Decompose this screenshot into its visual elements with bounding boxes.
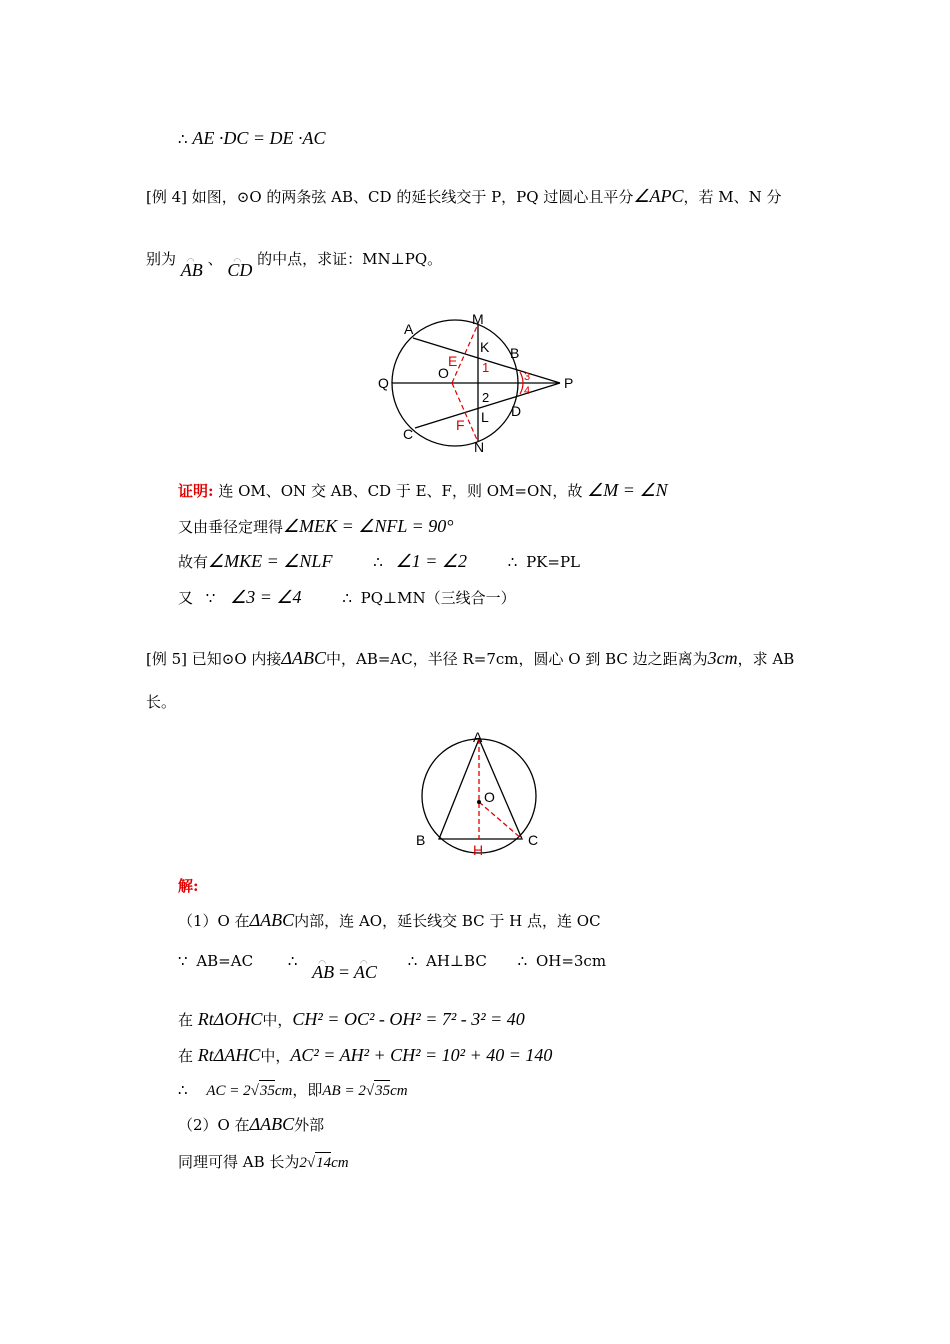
- label-N: N: [474, 439, 485, 455]
- circle-chords-figure: [370, 308, 590, 458]
- label-A: A: [473, 729, 483, 745]
- proof-text-1: 连 OM、ON 交 AB、CD 于 E、F，则 OM=ON，故: [218, 482, 583, 500]
- ab-prefix: AB = 2: [322, 1083, 366, 1099]
- triangle-abc: ΔABC: [281, 648, 326, 668]
- label-Q: Q: [378, 375, 389, 391]
- proof-text-2: 又由垂径定理得: [178, 518, 284, 536]
- label-E: E: [448, 353, 458, 369]
- proof-math-5: ∠3 = ∠4: [230, 587, 302, 607]
- solution-triangle-1: ΔABC: [249, 910, 295, 930]
- label-L: L: [481, 409, 489, 425]
- solution-line-1: [178, 910, 601, 931]
- label-P: P: [564, 375, 574, 391]
- solution-equation-1: CH² = OC² - OH² = 7² - 3² = 40: [292, 1009, 525, 1029]
- distance-value: 3cm: [707, 648, 738, 668]
- solution-equation-2: AC² = AH² + CH² = 10² + 40 = 140: [290, 1045, 553, 1065]
- angle-apc: ∠APC: [633, 186, 684, 206]
- final-unit: cm: [331, 1155, 349, 1171]
- proof-label: 证明:: [178, 482, 214, 500]
- solution-label: 解:: [178, 877, 199, 895]
- solution-line-6: [178, 1114, 324, 1135]
- example-5-text-a: [例 5] 已知⊙O 内接: [146, 650, 282, 668]
- label-O: O: [484, 789, 495, 805]
- solution-text-8: 在: [178, 1047, 194, 1065]
- therefore-6: ∴: [517, 952, 528, 970]
- solution-line-4: [178, 1045, 552, 1066]
- therefore-line: [178, 128, 325, 149]
- arc-ab: ◠ AB: [181, 260, 203, 280]
- proof-line-4: [178, 587, 516, 608]
- proof-math-3: ∠MKE = ∠NLF: [208, 551, 333, 571]
- solution-text-5: OH=3cm: [535, 952, 607, 970]
- solution-text-7: 中，: [262, 1011, 293, 1029]
- ac-unit: cm: [274, 1083, 293, 1099]
- ab-radicand: 35: [374, 1080, 390, 1101]
- label-D: D: [511, 403, 522, 419]
- therefore-1: ∴: [373, 553, 383, 571]
- solution-line-3: [178, 1009, 525, 1030]
- solution-rt-triangle-2: RtΔAHC: [197, 1045, 261, 1065]
- solution-line-7: [178, 1152, 349, 1173]
- example-5-line-1: [146, 648, 794, 669]
- proof-line-1: [178, 480, 668, 501]
- proof-text-3: 故有: [178, 553, 209, 571]
- solution-text-13: 同理可得 AB 长为: [178, 1153, 300, 1171]
- solution-rt-triangle-1: RtΔOHC: [197, 1009, 263, 1029]
- because-2: ∵: [178, 952, 188, 970]
- label-angle-3: 3: [524, 371, 531, 383]
- label-K: K: [480, 339, 490, 355]
- label-M: M: [472, 311, 484, 327]
- final-prefix: 2: [299, 1155, 307, 1171]
- solution-text-6: 在: [178, 1011, 194, 1029]
- label-B: B: [416, 832, 426, 848]
- example-5-text-d: 长。: [146, 693, 177, 711]
- example-4-line-1: [146, 186, 782, 207]
- therefore-2: ∴: [507, 553, 518, 571]
- ac-radicand: 35: [259, 1080, 275, 1101]
- therefore-4: ∴: [287, 952, 298, 970]
- equals-sign: =: [338, 962, 350, 982]
- separator: 、: [207, 250, 223, 268]
- final-answer: 2√14cm: [299, 1155, 348, 1171]
- inscribed-triangle-figure: [410, 728, 550, 860]
- solution-text-12: 外部: [294, 1116, 325, 1134]
- solution-text-1: （1）O 在: [178, 912, 250, 930]
- proof-math-1: ∠M = ∠N: [587, 480, 668, 500]
- solution-text-2: 内部，连 AO，延长线交 BC 于 H 点，连 OC: [294, 912, 601, 930]
- solution-label-line: [178, 876, 199, 896]
- ab-value: AB = 2√35cm: [322, 1083, 407, 1099]
- label-angle-1: 1: [482, 360, 490, 375]
- example-4-text-d: 的中点，求证：MN⊥PQ。: [257, 250, 443, 268]
- example-5-line-2: [146, 692, 176, 712]
- label-angle-2: 2: [482, 390, 490, 405]
- label-angle-4: 4: [524, 385, 531, 397]
- proof-math-2: ∠MEK = ∠NFL = 90°: [283, 516, 454, 536]
- label-A: A: [404, 321, 414, 337]
- solution-triangle-2: ΔABC: [249, 1114, 295, 1134]
- equation: AE ·DC = DE ·AC: [192, 128, 326, 148]
- example-4-line-2: [146, 248, 443, 280]
- proof-line-3: [178, 551, 580, 572]
- solution-text-3: AB=AC: [196, 952, 254, 970]
- solution-line-2: [178, 950, 607, 982]
- label-O: O: [438, 365, 449, 381]
- label-F: F: [456, 417, 465, 433]
- arc-ab-2: ◠ AB: [312, 962, 334, 982]
- proof-text-6: PQ⊥MN（三线合一）: [360, 589, 516, 607]
- solution-text-9: 中，: [260, 1047, 291, 1065]
- solution-text-4: AH⊥BC: [426, 952, 487, 970]
- example-4-text-a: [例 4] 如图，⊙O 的两条弦 AB、CD 的延长线交于 P，PQ 过圆心且平分: [146, 188, 634, 206]
- solution-text-11: （2）O 在: [178, 1116, 250, 1134]
- therefore-symbol: ∴: [178, 130, 188, 148]
- proof-text-5: 又: [178, 589, 194, 607]
- therefore-3: ∴: [342, 589, 352, 607]
- label-H: H: [473, 842, 484, 858]
- label-C: C: [528, 832, 539, 848]
- proof-text-4: PK=PL: [526, 553, 581, 571]
- label-B: B: [510, 345, 520, 361]
- label-C: C: [403, 426, 414, 442]
- because-1: ∵: [205, 589, 216, 607]
- ab-unit: cm: [390, 1083, 408, 1099]
- proof-math-4: ∠1 = ∠2: [395, 551, 467, 571]
- proof-line-2: [178, 516, 453, 537]
- arc-ac: ◠ AC: [354, 962, 377, 982]
- arc-cd: ◠ CD: [227, 260, 252, 280]
- final-radicand: 14: [315, 1152, 331, 1173]
- ac-prefix: AC = 2: [206, 1083, 251, 1099]
- example-4-text-b: ，若 M、N 分: [683, 188, 782, 206]
- solution-line-5: [178, 1080, 408, 1101]
- example-4-text-c: 别为: [146, 250, 177, 268]
- therefore-7: ∴: [178, 1081, 188, 1099]
- ac-value: AC = 2√35cm: [206, 1083, 292, 1099]
- example-5-text-b: 中，AB=AC，半径 R=7cm，圆心 O 到 BC 边之距离为: [325, 650, 708, 668]
- therefore-5: ∴: [407, 952, 418, 970]
- example-5-text-c: ，求 AB: [737, 650, 795, 668]
- solution-text-10: ，即: [292, 1081, 323, 1099]
